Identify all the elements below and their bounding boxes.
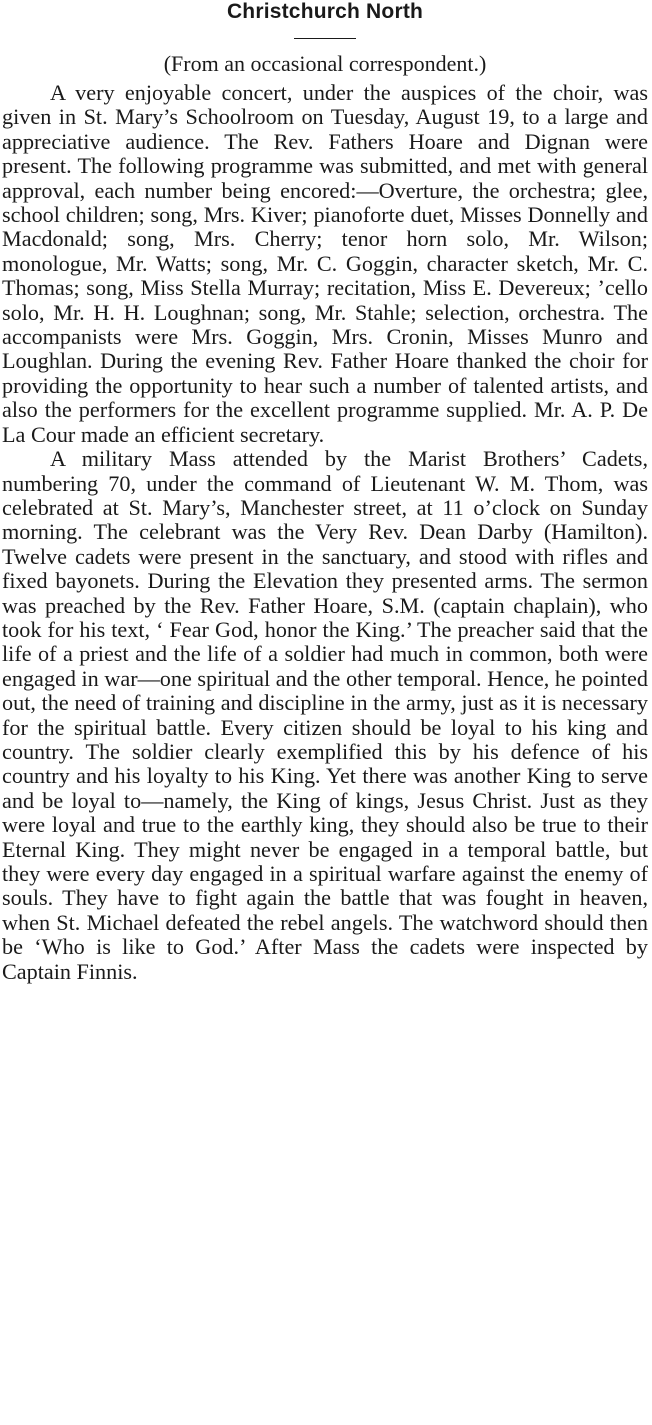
article-paragraph-concert: A very enjoyable concert, under the auspices of the choir, was given in St. Mary’s Schoolroom on Tuesday, August 19, to a large and appreciative audience. The Rev. Fathers Hoare and Dignan were present. The following programme was submitted, and met with general approval, each number being encored:—Overture, the orchestra; glee, school children; song, Mrs. Kiver; pianoforte duet, Misses Donnelly and Macdonald; song, Mrs. Cherry; tenor horn solo, Mr. Wilson; monologue, Mr. Watts; song, Mr. C. Goggin, character sketch, Mr. C. Thomas; song, Miss Stella Murray; recitation, Miss E. Devereux; ’cello solo, Mr. H. H. Loughnan; song, Mr. Stahle; selection, orchestra. The accompanists were Mrs. Goggin, Mrs. Cronin, Misses Munro and Loughlan. During the evening Rev. Father Hoare thanked the choir for providing the opportunity to hear such a number of talented artists, and also the performers for the excellent programme supplied. Mr. A. P. De La Cour made an efficient secretary. bbox=[2, 80, 648, 447]
headline-rule bbox=[294, 38, 356, 39]
article-headline: Christchurch North bbox=[226, 0, 424, 23]
article-paragraph-military-mass: A military Mass attended by the Marist Brothers’ Cadets, numbering 70, under the command of Lieutenant W. M. Thom, was celebrated at St. Mary’s, Manchester street, at 11 o’clock on Sunday morning. The celebrant was the Very Rev. Dean Darby (Hamilton). Twelve cadets were present in the sanctuary, and stood with rifles and fixed bayonets. During the Elevation they presented arms. The sermon was preached by the Rev. Father Hoare, S.M. (captain chaplain), who took for his text, ‘ Fear God, honor the King.’ The preacher said that the life of a priest and the life of a soldier had much in common, both were engaged in war—one spiritual and the other temporal. Hence, he pointed out, the need of training and discipline in the army, just as it is necessary for the spiritual battle. Every citizen should be loyal to his king and country. The soldier clearly exemplified this by his defence of his country and his loyalty to his King. Yet there was another King to serve and be loyal to—namely, the King of kings, Jesus Christ. Just as they were loyal and true to the earthly king, they should also be true to their Eternal King. They might never be engaged in a temporal battle, but they were every day engaged in a spiritual warfare against the enemy of souls. They have to fight again the battle that was fought in heaven, when St. Michael defeated the rebel angels. The watchword should then be ‘Who is like to God.’ After Mass the cadets were inspected by Captain Finnis. bbox=[2, 446, 648, 984]
news-article bbox=[2, 0, 648, 984]
article-byline: (From an occasional correspondent.) bbox=[163, 51, 487, 76]
